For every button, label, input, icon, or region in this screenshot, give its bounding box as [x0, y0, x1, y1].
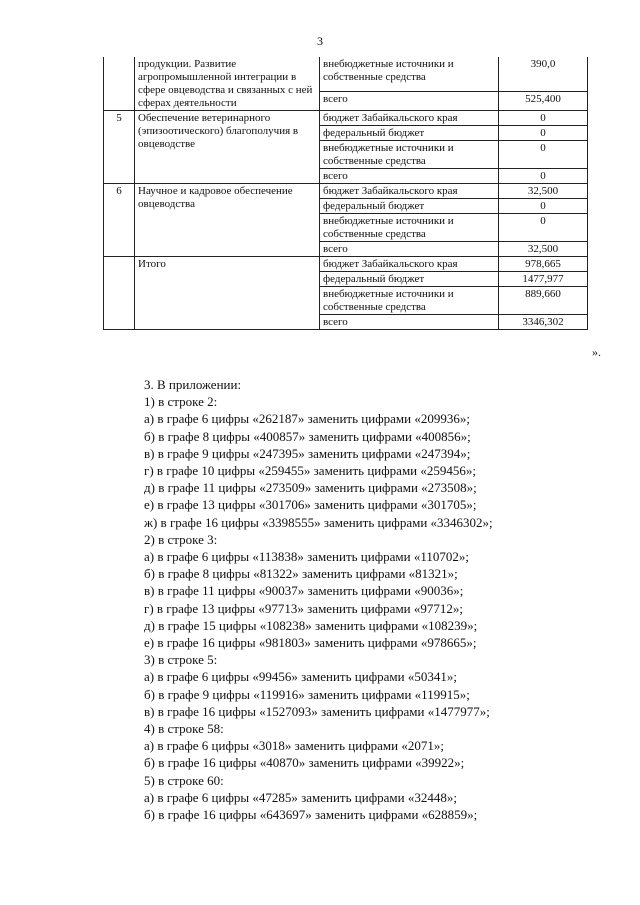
instruction-line: 1) в строке 2: [144, 394, 218, 410]
budget-table-body [104, 57, 588, 330]
amount-cell: 0 [499, 126, 588, 141]
instruction-line: б) в графе 16 цифры «643697» заменить цифрами «628859»; [144, 807, 478, 823]
closing-quote-mark: ». [592, 345, 601, 359]
funding-source-cell: всего [320, 92, 499, 111]
budget-table [103, 57, 588, 330]
instruction-line: 4) в строке 58: [144, 721, 224, 737]
instruction-line: 2) в строке 3: [144, 531, 218, 547]
activity-name-cell: Научное и кадровое обеспечение овцеводства [135, 184, 320, 257]
amount-cell: 978,665 [499, 257, 588, 272]
instruction-line: б) в графе 16 цифры «40870» заменить цифрами «39922»; [144, 755, 465, 771]
instruction-line: д) в графе 11 цифры «273509» заменить цифрами «273508»; [144, 480, 477, 496]
funding-source-cell: внебюджетные источники и собственные средства [320, 214, 499, 242]
funding-source-cell: всего [320, 315, 499, 330]
instruction-line: г) в графе 10 цифры «259455» заменить цифрами «259456»; [144, 463, 476, 479]
amount-cell: 0 [499, 169, 588, 184]
instruction-line: а) в графе 6 цифры «113838» заменить цифрами «110702»; [144, 549, 469, 565]
funding-source-cell: федеральный бюджет [320, 126, 499, 141]
row-number-cell [104, 57, 135, 111]
funding-source-cell: бюджет Забайкальского края [320, 111, 499, 126]
row-number-cell: 5 [104, 111, 135, 184]
activity-name-cell: продукции. Развитие агропромышленной интеграции в сфере овцеводства и связанных с ней сферах деятельности [135, 57, 320, 111]
funding-source-cell: бюджет Забайкальского края [320, 184, 499, 199]
instruction-line: 5) в строке 60: [144, 772, 224, 788]
table-row [104, 257, 588, 272]
funding-source-cell: всего [320, 242, 499, 257]
instruction-line: 3. В приложении: [144, 377, 242, 392]
instruction-line: в) в графе 9 цифры «247395» заменить цифрами «247394»; [144, 445, 471, 461]
amount-cell: 0 [499, 214, 588, 242]
amount-cell: 889,660 [499, 287, 588, 315]
page-number: 3 [317, 34, 323, 48]
amount-cell: 3346,302 [499, 315, 588, 330]
funding-source-cell: бюджет Забайкальского края [320, 257, 499, 272]
amount-cell: 0 [499, 141, 588, 169]
instruction-line: д) в графе 15 цифры «108238» заменить цифрами «108239»; [144, 617, 478, 633]
table-row [104, 57, 588, 92]
funding-source-cell: внебюджетные источники и собственные средства [320, 57, 499, 92]
funding-source-cell: федеральный бюджет [320, 199, 499, 214]
instruction-line: б) в графе 8 цифры «81322» заменить цифрами «81321»; [144, 566, 458, 582]
amount-cell: 32,500 [499, 242, 588, 257]
table-row [104, 184, 588, 199]
amount-cell: 390,0 [499, 57, 588, 92]
activity-name-cell: Итого [135, 257, 320, 330]
instruction-line: б) в графе 8 цифры «400857» заменить цифрами «400856»; [144, 428, 471, 444]
instruction-line: г) в графе 13 цифры «97713» заменить цифрами «97712»; [144, 600, 463, 616]
amount-cell: 1477,977 [499, 272, 588, 287]
instruction-line: в) в графе 16 цифры «1527093» заменить цифрами «1477977»; [144, 703, 490, 719]
instruction-line: а) в графе 6 цифры «99456» заменить цифрами «50341»; [144, 669, 457, 685]
amount-cell: 525,400 [499, 92, 588, 111]
row-number-cell: 6 [104, 184, 135, 257]
funding-source-cell: федеральный бюджет [320, 272, 499, 287]
amendment-instructions [144, 376, 624, 823]
instruction-line: в) в графе 11 цифры «90037» заменить цифрами «90036»; [144, 583, 464, 599]
instruction-line: 3) в строке 5: [144, 652, 218, 668]
funding-source-cell: внебюджетные источники и собственные средства [320, 141, 499, 169]
funding-source-cell: всего [320, 169, 499, 184]
funding-source-cell: внебюджетные источники и собственные средства [320, 287, 499, 315]
instruction-line: б) в графе 9 цифры «119916» заменить цифрами «119915»; [144, 686, 470, 702]
instruction-line: а) в графе 6 цифры «47285» заменить цифрами «32448»; [144, 789, 457, 805]
instruction-line: ж) в графе 16 цифры «3398555» заменить цифрами «3346302»; [144, 514, 493, 530]
table-row [104, 111, 588, 126]
instruction-line: а) в графе 6 цифры «262187» заменить цифрами «209936»; [144, 411, 470, 427]
instruction-line: е) в графе 16 цифры «981803» заменить цифрами «978665»; [144, 635, 477, 651]
instruction-line: е) в графе 13 цифры «301706» заменить цифрами «301705»; [144, 497, 477, 513]
amount-cell: 0 [499, 111, 588, 126]
activity-name-cell: Обеспечение ветеринарного (эпизоотического) благополучия в овцеводстве [135, 111, 320, 184]
row-number-cell [104, 257, 135, 330]
amount-cell: 0 [499, 199, 588, 214]
instruction-line: а) в графе 6 цифры «3018» заменить цифрами «2071»; [144, 738, 444, 754]
amount-cell: 32,500 [499, 184, 588, 199]
